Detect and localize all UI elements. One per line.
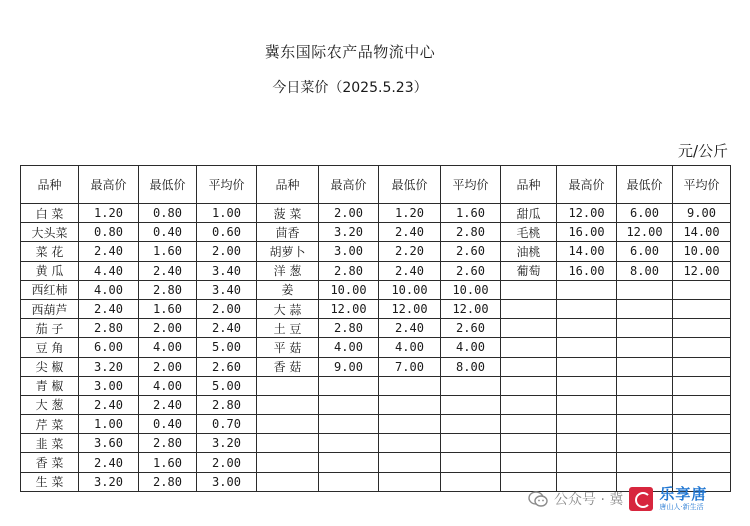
price-cell <box>319 434 379 453</box>
price-cell: 6.00 <box>617 242 673 261</box>
price-cell: 2.00 <box>197 299 257 318</box>
price-cell <box>673 395 731 414</box>
variety-cell: 西红柿 <box>21 280 79 299</box>
price-cell: 1.20 <box>379 204 441 223</box>
variety-cell <box>257 415 319 434</box>
price-cell: 14.00 <box>673 223 731 242</box>
price-cell: 1.20 <box>79 204 139 223</box>
price-cell: 14.00 <box>557 242 617 261</box>
price-cell <box>617 395 673 414</box>
price-cell: 1.60 <box>139 242 197 261</box>
variety-cell: 菜 花 <box>21 242 79 261</box>
table-row <box>21 223 731 242</box>
price-cell: 5.00 <box>197 376 257 395</box>
variety-cell: 甜瓜 <box>501 204 557 223</box>
price-cell: 2.40 <box>79 242 139 261</box>
variety-cell: 大 葱 <box>21 395 79 414</box>
price-cell: 4.00 <box>379 338 441 357</box>
price-cell <box>379 434 441 453</box>
variety-cell <box>501 338 557 357</box>
price-cell <box>319 395 379 414</box>
variety-cell: 香 菇 <box>257 357 319 376</box>
variety-cell: 茴香 <box>257 223 319 242</box>
price-cell: 1.60 <box>441 204 501 223</box>
price-cell <box>557 453 617 472</box>
column-header: 品种 <box>257 166 319 204</box>
price-cell <box>617 453 673 472</box>
variety-cell <box>257 453 319 472</box>
price-cell: 2.80 <box>197 395 257 414</box>
column-header: 平均价 <box>441 166 501 204</box>
table-row <box>21 434 731 453</box>
variety-cell: 平 菇 <box>257 338 319 357</box>
variety-cell: 生 菜 <box>21 472 79 491</box>
variety-cell: 葡萄 <box>501 261 557 280</box>
variety-cell <box>501 319 557 338</box>
page-subtitle: 今日菜价（2025.5.23） <box>272 80 428 96</box>
column-header: 品种 <box>501 166 557 204</box>
price-cell: 0.80 <box>79 223 139 242</box>
column-header: 最低价 <box>379 166 441 204</box>
variety-cell <box>501 376 557 395</box>
column-header: 最低价 <box>139 166 197 204</box>
price-cell: 2.40 <box>139 261 197 280</box>
price-cell <box>441 434 501 453</box>
watermark <box>528 484 707 514</box>
price-cell <box>319 376 379 395</box>
table-row <box>21 395 731 414</box>
variety-cell <box>501 357 557 376</box>
price-cell: 2.00 <box>139 319 197 338</box>
variety-cell: 姜 <box>257 280 319 299</box>
price-cell: 4.00 <box>139 376 197 395</box>
table-body <box>21 204 731 492</box>
price-cell: 4.40 <box>79 261 139 280</box>
price-cell: 1.00 <box>197 204 257 223</box>
column-header: 品种 <box>21 166 79 204</box>
variety-cell: 尖 椒 <box>21 357 79 376</box>
price-cell: 2.40 <box>79 453 139 472</box>
price-cell <box>441 395 501 414</box>
variety-cell: 白 菜 <box>21 204 79 223</box>
price-cell <box>557 357 617 376</box>
variety-cell <box>257 472 319 491</box>
variety-cell <box>257 434 319 453</box>
price-cell: 2.00 <box>139 357 197 376</box>
price-cell: 0.60 <box>197 223 257 242</box>
price-cell <box>673 319 731 338</box>
price-cell: 2.40 <box>197 319 257 338</box>
variety-cell: 毛桃 <box>501 223 557 242</box>
column-header: 平均价 <box>673 166 731 204</box>
price-cell: 2.40 <box>379 223 441 242</box>
price-cell <box>673 338 731 357</box>
column-header: 最高价 <box>557 166 617 204</box>
price-cell: 4.00 <box>139 338 197 357</box>
table-row <box>21 242 731 261</box>
price-cell: 0.40 <box>139 415 197 434</box>
price-cell <box>557 280 617 299</box>
variety-cell: 油桃 <box>501 242 557 261</box>
brand-name: 乐享唐 <box>659 485 708 503</box>
column-header: 最高价 <box>319 166 379 204</box>
price-cell: 8.00 <box>617 261 673 280</box>
price-cell: 2.20 <box>379 242 441 261</box>
price-cell <box>557 395 617 414</box>
price-cell <box>617 338 673 357</box>
wechat-icon <box>528 490 548 508</box>
variety-cell <box>257 376 319 395</box>
price-cell <box>673 299 731 318</box>
brand-subtitle: 唐山人·新生活 <box>659 503 704 511</box>
column-header: 最高价 <box>79 166 139 204</box>
price-cell: 12.00 <box>379 299 441 318</box>
table-row <box>21 319 731 338</box>
price-cell: 12.00 <box>319 299 379 318</box>
price-cell: 2.60 <box>441 261 501 280</box>
price-cell: 0.40 <box>139 223 197 242</box>
price-cell <box>557 299 617 318</box>
price-cell: 2.60 <box>441 242 501 261</box>
price-cell: 10.00 <box>673 242 731 261</box>
price-cell: 3.00 <box>79 376 139 395</box>
price-cell: 1.60 <box>139 299 197 318</box>
variety-cell: 大 蒜 <box>257 299 319 318</box>
price-cell: 2.40 <box>139 395 197 414</box>
variety-cell <box>501 453 557 472</box>
page-title: 冀东国际农产品物流中心 <box>264 43 436 61</box>
table-row <box>21 338 731 357</box>
variety-cell: 芹 菜 <box>21 415 79 434</box>
variety-cell: 青 椒 <box>21 376 79 395</box>
price-cell: 8.00 <box>441 357 501 376</box>
variety-cell <box>257 395 319 414</box>
price-cell: 3.60 <box>79 434 139 453</box>
price-cell <box>441 472 501 491</box>
price-cell <box>617 357 673 376</box>
price-cell <box>379 453 441 472</box>
price-cell: 3.20 <box>79 472 139 491</box>
table-row <box>21 280 731 299</box>
price-cell: 6.00 <box>79 338 139 357</box>
table-row <box>21 357 731 376</box>
column-header: 最低价 <box>617 166 673 204</box>
price-cell: 16.00 <box>557 223 617 242</box>
variety-cell: 茄 子 <box>21 319 79 338</box>
price-cell: 12.00 <box>441 299 501 318</box>
price-cell: 7.00 <box>379 357 441 376</box>
price-cell: 2.40 <box>79 299 139 318</box>
price-cell: 16.00 <box>557 261 617 280</box>
price-cell <box>379 415 441 434</box>
table-row <box>21 376 731 395</box>
brand-logo-icon <box>629 487 653 511</box>
price-cell <box>673 415 731 434</box>
price-cell <box>673 280 731 299</box>
watermark-label: 公众号 · 冀 <box>554 492 624 508</box>
price-cell <box>379 376 441 395</box>
price-table <box>20 165 731 492</box>
price-cell <box>673 357 731 376</box>
price-cell: 10.00 <box>441 280 501 299</box>
price-cell <box>379 472 441 491</box>
price-cell: 4.00 <box>441 338 501 357</box>
price-cell: 2.80 <box>319 319 379 338</box>
price-cell <box>673 434 731 453</box>
price-cell <box>441 453 501 472</box>
unit-label: 元/公斤 <box>677 142 728 160</box>
variety-cell: 黄 瓜 <box>21 261 79 280</box>
price-cell <box>617 376 673 395</box>
price-cell: 2.60 <box>197 357 257 376</box>
price-cell <box>557 434 617 453</box>
price-cell: 3.00 <box>319 242 379 261</box>
brand-block <box>659 487 707 511</box>
price-cell <box>617 319 673 338</box>
price-cell <box>557 376 617 395</box>
table-row <box>21 415 731 434</box>
price-cell <box>617 299 673 318</box>
price-cell: 2.40 <box>79 395 139 414</box>
price-cell: 10.00 <box>319 280 379 299</box>
table-header-row <box>21 166 731 204</box>
price-cell: 3.40 <box>197 280 257 299</box>
price-cell <box>617 415 673 434</box>
price-cell <box>379 395 441 414</box>
price-cell <box>319 415 379 434</box>
price-cell: 4.00 <box>79 280 139 299</box>
variety-cell: 韭 菜 <box>21 434 79 453</box>
variety-cell: 西葫芦 <box>21 299 79 318</box>
price-cell: 2.80 <box>139 434 197 453</box>
variety-cell: 土 豆 <box>257 319 319 338</box>
price-cell: 10.00 <box>379 280 441 299</box>
price-cell <box>441 376 501 395</box>
price-cell: 4.00 <box>319 338 379 357</box>
variety-cell <box>501 395 557 414</box>
price-cell: 2.00 <box>197 453 257 472</box>
price-cell: 2.00 <box>197 242 257 261</box>
variety-cell <box>501 280 557 299</box>
price-cell <box>319 472 379 491</box>
price-cell: 2.80 <box>139 280 197 299</box>
price-cell: 1.00 <box>79 415 139 434</box>
variety-cell: 香 菜 <box>21 453 79 472</box>
price-cell: 3.00 <box>197 472 257 491</box>
price-cell: 12.00 <box>673 261 731 280</box>
price-cell: 12.00 <box>557 204 617 223</box>
price-cell <box>673 453 731 472</box>
price-cell: 2.80 <box>319 261 379 280</box>
table-row <box>21 453 731 472</box>
price-cell <box>617 280 673 299</box>
column-header: 平均价 <box>197 166 257 204</box>
price-cell: 12.00 <box>617 223 673 242</box>
price-cell: 2.80 <box>79 319 139 338</box>
variety-cell <box>501 299 557 318</box>
variety-cell: 菠 菜 <box>257 204 319 223</box>
variety-cell: 洋 葱 <box>257 261 319 280</box>
price-cell: 2.00 <box>319 204 379 223</box>
price-cell: 3.20 <box>79 357 139 376</box>
price-cell <box>441 415 501 434</box>
price-cell: 2.80 <box>139 472 197 491</box>
price-cell: 6.00 <box>617 204 673 223</box>
variety-cell: 大头菜 <box>21 223 79 242</box>
price-cell: 3.40 <box>197 261 257 280</box>
price-cell: 2.40 <box>379 261 441 280</box>
price-cell: 3.20 <box>319 223 379 242</box>
variety-cell <box>501 415 557 434</box>
price-cell <box>617 434 673 453</box>
price-cell: 5.00 <box>197 338 257 357</box>
table-row <box>21 204 731 223</box>
price-cell: 3.20 <box>197 434 257 453</box>
price-cell: 2.80 <box>441 223 501 242</box>
table-row <box>21 261 731 280</box>
variety-cell: 胡萝卜 <box>257 242 319 261</box>
price-cell <box>319 453 379 472</box>
price-cell: 2.60 <box>441 319 501 338</box>
price-cell: 2.40 <box>379 319 441 338</box>
table-row <box>21 299 731 318</box>
price-cell: 0.70 <box>197 415 257 434</box>
price-cell <box>557 319 617 338</box>
price-cell: 0.80 <box>139 204 197 223</box>
price-cell: 9.00 <box>673 204 731 223</box>
variety-cell: 豆 角 <box>21 338 79 357</box>
price-cell: 1.60 <box>139 453 197 472</box>
price-cell <box>673 376 731 395</box>
price-cell <box>557 338 617 357</box>
variety-cell <box>501 434 557 453</box>
price-cell <box>557 415 617 434</box>
price-cell: 9.00 <box>319 357 379 376</box>
